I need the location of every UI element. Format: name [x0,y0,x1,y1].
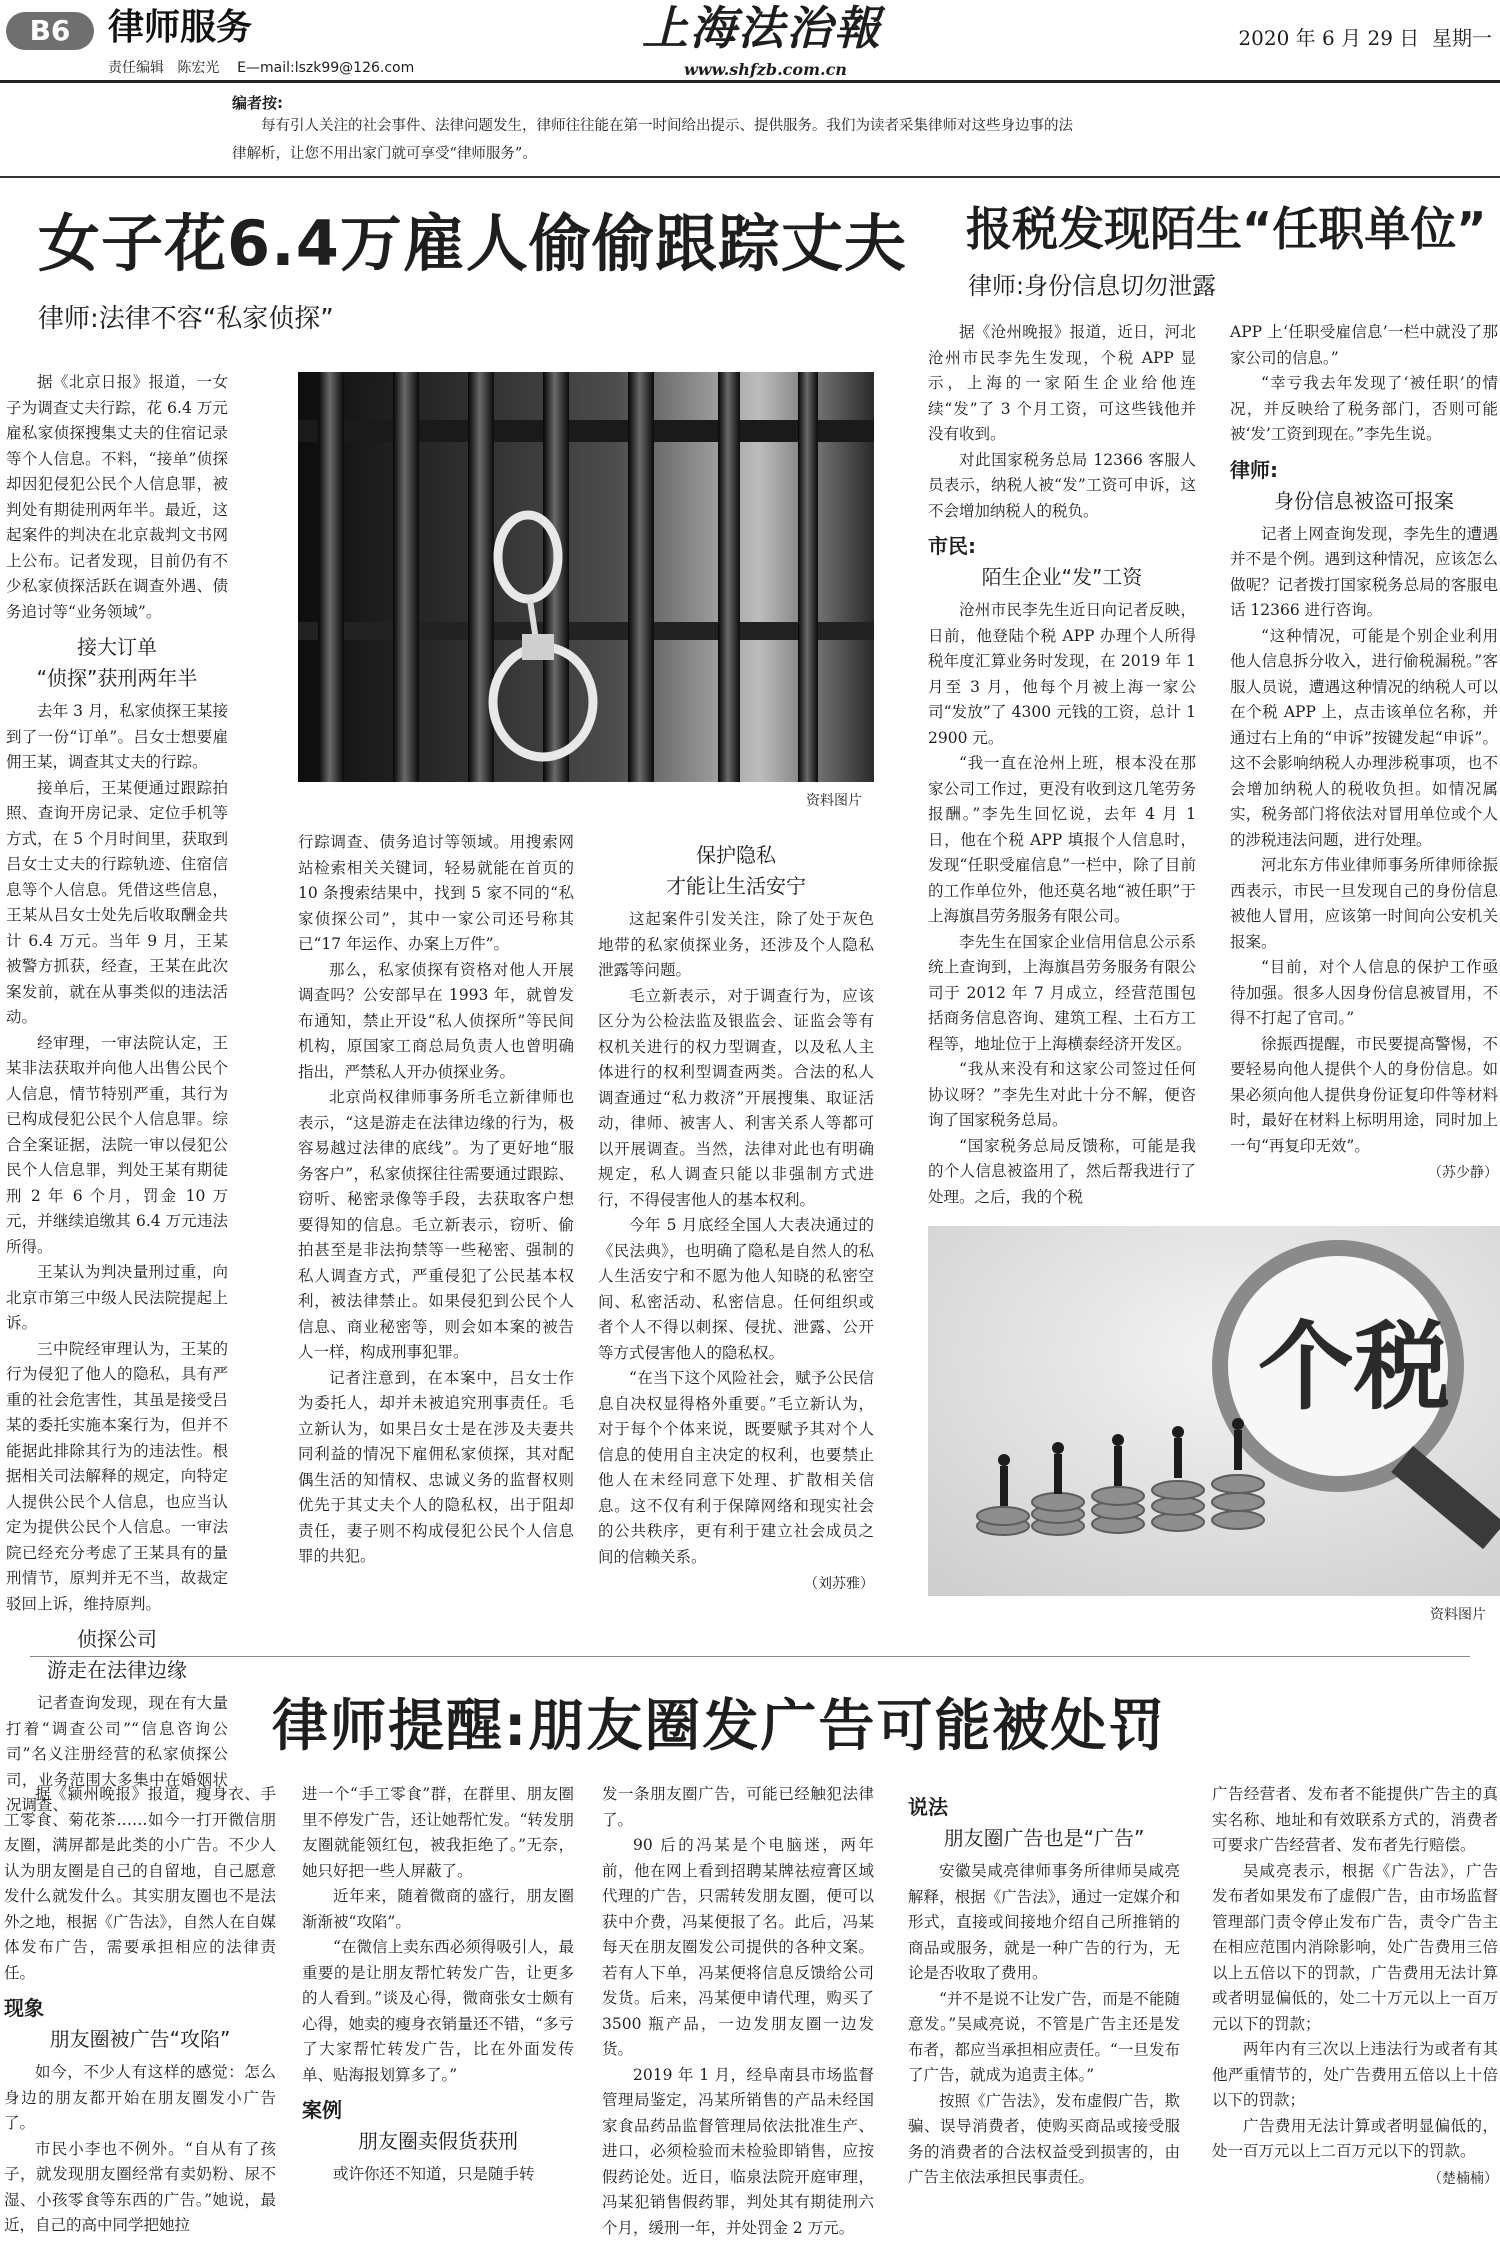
article3-col4 [908,1792,1180,2191]
subhead: 市民: 陌生企业“发”工资 [928,531,1196,593]
subhead: 案例 朋友圈卖假货获刑 [302,2095,574,2157]
paragraph: 行踪调查、债务追讨等领域。用搜索网站检索相关关键词，轻易就能在首页的 10 条搜索结果中，找到 5 家不同的“私家侦探公司”，其中一家公司还号称其已“17 年运作、办案上万件”。 [298,830,574,958]
masthead-logo: 上海法治報 [642,2,882,54]
article2-col2 [1230,320,1498,1187]
paragraph: 据《北京日报》报道，一女子为调查丈夫行踪，花 6.4 万元雇私家侦探搜集丈夫的住宿记录等个人信息。不料，“接单”侦探却因犯侵犯公民个人信息罪，被判处有期徒刑两年半。最近，这起案件的判决在北京裁判文书网上公布。记者发现，目前仍有不少私家侦探活跃在调查外遇、债务追讨等“业务领域”。 [6,370,228,625]
handcuffs-photo [298,372,874,782]
page-badge: B6 [6,12,94,50]
subhead: 说法 朋友圈广告也是“广告” [908,1792,1180,1854]
paragraph: 对此国家税务总局 12366 客服人员表示，纳税人被“发”工资可申诉，这不会增加纳税人的税负。 [928,448,1196,525]
byline: （楚楠楠） [1212,2167,1498,2193]
paragraph: 三中院经审理认为，王某的行为侵犯了他人的隐私，具有严重的社会危害性，其虽是接受吕某的委托实施本案行为，但并不能据此排除其行为的违法性。根据相关司法解释的规定，向特定人提供公民个人信息，也应当认定为提供公民个人信息。一审法院已经充分考虑了王某具有的量刑情节，原判并无不当，故裁定驳回上诉，维持原判。 [6,1337,228,1618]
website: www.shfzb.com.cn [684,60,847,79]
paragraph: 市民小李也不例外。“自从有了孩子，就发现朋友圈经常有卖奶粉、尿不湿、小孩零食等东西的广告。”她说，最近，自己的高中同学把她拉 [4,2137,276,2239]
paragraph: 经审理，一审法院认定，王某非法获取并向他人出售公民个人信息，情节特别严重，其行为已构成侵犯公民个人信息罪。综合全案证据，法院一审以侵犯公民个人信息罪，判处王某有期徒刑 2 年 6 个月，罚金 10 万元，并继续追缴其 6.4 万元违法所得。 [6,1031,228,1261]
issue-date [1238,22,1492,51]
divider-middle [30,1656,1470,1657]
paragraph: 按照《广告法》，发布虚假广告，欺骗、误导消费者，使购买商品或接受服务的消费者的合法权益受到损害的，由广告主依法承担民事责任。 [908,2089,1180,2191]
paragraph: “国家税务总局反馈称，可能是我的个人信息被盗用了，然后帮我进行了处理。之后，我的个税 [928,1134,1196,1211]
paragraph: 90 后的冯某是个电脑迷，两年前，他在网上看到招聘某牌祛痘膏区域代理的广告，只需转发朋友圈，便可以获中介费，冯某便报了名。此后，冯某每天在朋友圈发公司提供的各种文案。若有人下单，冯某便将信息反馈给公司发货。后来，冯某便申请代理，购买了 3500 瓶产品，一边发朋友圈一边发货。 [602,1833,874,2063]
paragraph: 王某认为判决量刑过重，向北京市第三中级人民法院提起上诉。 [6,1260,228,1337]
article1-col2 [298,830,574,1570]
article3-title: 律师提醒:朋友圈发广告可能被处罚 [272,1692,1166,1762]
byline: （苏少静） [1230,1161,1498,1187]
paragraph: 那么，私家侦探有资格对他人开展调查吗？公安部早在 1993 年，就曾发布通知，禁止开设“私人侦探所”等民间机构，原国家工商总局负责人也曾明确指出，严禁私人开办侦探业务。 [298,958,574,1086]
paragraph: 广告经营者、发布者不能提供广告主的真实名称、地址和有效联系方式的，消费者可要求广告经营者、发布者先行赔偿。 [1212,1782,1498,1859]
editor-email: E—mail:lszk99@126.com [237,60,414,76]
paragraph: “在当下这个风险社会，赋予公民信息自决权显得格外重要。”毛立新认为，对于每个个体来说，既要赋予其对个人信息的使用自主决定的权利，也要禁止他人在未经同意下处理、扩散相关信息。这不仅有利于保障网络和现实社会的公共秩序，更有利于建立社会成员之间的信赖关系。 [598,1366,874,1570]
paragraph: “幸亏我去年发现了‘被任职’的情况，并反映给了税务部门，否则可能被‘发’工资到现在。”李先生说。 [1230,371,1498,448]
paragraph: 近年来，随着微商的盛行，朋友圈渐渐被“攻陷”。 [302,1884,574,1935]
section-title: 律师服务 [108,6,252,50]
article3-col3 [602,1782,874,2241]
handcuffs-illustration [298,372,874,782]
subhead: 保护隐私 才能让生活安宁 [598,840,874,902]
paragraph: “目前，对个人信息的保护工作亟待加强。很多人因身份信息被冒用，不得不打起了官司。” [1230,955,1498,1032]
paragraph: “在微信上卖东西必须得吸引人，最重要的是让朋友帮忙转发广告，让更多的人看到。”谈及心得，微商张女士颇有心得，她卖的瘦身衣销量还不错，“多亏了大家帮忙转发广告，比在外面发传单、贴海报划算多了。” [302,1935,574,2088]
paragraph: 今年 5 月底经全国人大表决通过的《民法典》，也明确了隐私是自然人的私人生活安宁和不愿为他人知晓的私密空间、私密活动、私密信息。任何组织或者个人不得以刺探、侵扰、泄露、公开等方式侵害他人的隐私权。 [598,1213,874,1366]
subhead: 接大订单 “侦探”获刑两年半 [6,632,228,694]
article1-subtitle: 律师:法律不容“私家侦探” [38,302,334,336]
editor-note-text [232,112,1272,168]
paragraph: 安徽吴咸亮律师事务所律师吴咸亮解释，根据《广告法》，通过一定媒介和形式，直接或间接地介绍自己所推销的商品或服务，就是一种广告的行为，无论是否收取了费用。 [908,1859,1180,1987]
paragraph: 沧州市民李先生近日向记者反映，日前，他登陆个税 APP 办理个人所得税年度汇算业务时发现，在 2019 年 1 月至 3 月，他每个月被上海一家公司“发放”了 4300 元钱的工资，总计 12900 元。 [928,598,1196,751]
paragraph: 两年内有三次以上违法行为或者有其他严重情节的，处广告费用五倍以上十倍以下的罚款； [1212,2037,1498,2114]
paragraph: 广告费用无法计算或者明显偏低的，处一百万元以上二百万元以下的罚款。 [1212,2114,1498,2165]
article1-col1 [6,370,228,1819]
paragraph: 记者上网查询发现，李先生的遭遇并不是个例。遇到这种情况，应该怎么做呢？记者拨打国家税务总局的客服电话 12366 进行咨询。 [1230,522,1498,624]
subhead: 律师: 身份信息被盗可报案 [1230,455,1498,517]
divider-top [0,176,1500,178]
paragraph: 北京尚权律师事务所毛立新律师也表示，“这是游走在法律边缘的行为，极容易越过法律的底线”。为了更好地“服务客户”，私家侦探往往需要通过跟踪、窃听、秘密录像等手段，去获取客户想要得知的信息。毛立新表示，窃听、偷拍甚至是非法拘禁等一些秘密、强制的私人调查方式，严重侵犯了公民基本权利，被法律禁止。如果侵犯到公民个人信息、商业秘密等，则会如本案的被告人一样，构成刑事犯罪。 [298,1085,574,1366]
paragraph: “并不是说不让发广告，而是不能随意发。”吴咸亮说，不管是广告主还是发布者，都应当承担相应责任。“一旦发布了广告，就成为追责主体。” [908,1987,1180,2089]
article2-title: 报税发现陌生“任职单位” [966,200,1486,258]
paragraph: 去年 3 月，私家侦探王某接到了一份“订单”。吕女士想要雇佣王某，调查其丈夫的行踪。 [6,699,228,776]
paragraph: 毛立新表示，对于调查行为，应该区分为公检法监及银监会、证监会等有权机关进行的权力型调查，以及私人主体进行的权利型调查两类。合法的私人调查通过“私力救济”开展搜集、取证活动，律师、被害人、利害关系人等都可以开展调查。当然，法律对此也有明确规定，私人调查只能以非强制方式进行，不得侵害他人的基本权利。 [598,984,874,1214]
article2-subtitle: 律师:身份信息切勿泄露 [968,270,1216,302]
paragraph: 2019 年 1 月，经阜南县市场监督管理局鉴定，冯某所销售的产品未经国家食品药品监督管理局依法批准生产、进口，必须检验而未检验即销售，应按假药论处。近日，临泉法院开庭审理，冯某犯销售假药罪，判处其有期徒刑六个月，缓刑一年，并处罚金 2 万元。 [602,2063,874,2241]
article3-col1 [4,1782,276,2239]
paragraph: “这种情况，可能是个别企业利用他人信息拆分收入，进行偷税漏税。”客服人员说，遭遇这种情况的纳税人可以在个税 APP 上，点击该单位名称，并通过右上角的“申诉”按键发起“申诉”。这不会影响纳税人办理涉税事项，也不会增加纳税人的税收负担。如情况属实，税务部门将依法对冒用单位或个人的涉税违法问题，进行处理。 [1230,624,1498,854]
article3-col5 [1212,1782,1498,2192]
paragraph: 河北东方伟业律师事务所律师徐振西表示，市民一旦发现自己的身份信息被他人冒用，应该第一时间向公安机关报案。 [1230,853,1498,955]
paragraph: 如今，不少人有这样的感觉：怎么身边的朋友都开始在朋友圈发小广告了。 [4,2060,276,2137]
subhead: 侦探公司 游走在法律边缘 [6,1624,228,1686]
paragraph: 发一条朋友圈广告，可能已经触犯法律了。 [602,1782,874,1833]
tax-photo-label: 个税 [1258,1312,1450,1422]
article1-col3 [598,840,874,1598]
editor-name: 陈宏光 [177,60,219,76]
article2-col1 [928,320,1196,1210]
article1-title: 女子花6.4万雇人偷偷跟踪丈夫 [38,206,907,282]
paragraph: 吴咸亮表示，根据《广告法》，广告发布者如果发布了虚假广告，由市场监督管理部门责令停止发布广告，责令广告主在相应范围内消除影响，处广告费用三倍以上五倍以下的罚款，广告费用无法计算或者明显偏低的，处二十万元以上一百万元以下的罚款； [1212,1859,1498,2038]
paragraph: “我一直在沧州上班，根本没在那家公司工作过，更没有收到这几笔劳务报酬。”李先生回忆说，去年 4 月 1 日，他在个税 APP 填报个人信息时，发现“任职受雇信息”一栏中，除了目前的工作单位外，他还莫名地“被任职”于上海旗昌劳务服务有限公司。 [928,751,1196,930]
editor-note-line2: 律解析，让您不用出家门就可享受“律师服务”。 [232,140,1272,168]
paragraph: “我从来没有和这家公司签过任何协议呀？”李先生对此十分不解，便咨询了国家税务总局。 [928,1057,1196,1134]
paragraph: 据《沧州晚报》报道，近日，河北沧州市民李先生发现，个税 APP 显示，上海的一家陌生企业给他连续“发”了 3 个月工资，可这些钱他并没有收到。 [928,320,1196,448]
editor-note-line1: 每有引人关注的社会事件、法律问题发生，律师往往能在第一时间给出提示、提供服务。我们为读者采集律师对这些身边事的法 [232,112,1272,140]
subhead: 现象 朋友圈被广告“攻陷” [4,1993,276,2055]
editor-line [108,57,414,77]
article2-photo-credit: 资料图片 [1430,1604,1486,1624]
date: 2020 年 6 月 29 日 [1238,26,1419,50]
article3-col2 [302,1782,574,2188]
paragraph: APP 上‘任职受雇信息’一栏中就没了那家公司的信息。” [1230,320,1498,371]
tax-photo [928,1226,1500,1596]
paragraph: 或许你还不知道，只是随手转 [302,2162,574,2188]
byline: （刘苏雅） [598,1572,874,1598]
weekday: 星期一 [1432,26,1492,50]
editor-label: 责任编辑 [108,60,164,76]
paragraph: 据《颍州晚报》报道，瘦身衣、手工零食、菊花茶……如今一打开微信朋友圈，满屏都是此类的小广告。不少人认为朋友圈是自己的自留地，自己愿意发什么就发什么。其实朋友圈也不是法外之地，根据《广告法》，自然人在自媒体发布广告，需要承担相应的法律责任。 [4,1782,276,1986]
article1-photo-credit: 资料图片 [806,790,862,810]
paragraph: 李先生在国家企业信用信息公示系统上查询到，上海旗昌劳务服务有限公司于 2012 年 7 月成立，经营范围包括商务信息咨询、建筑工程、土石方工程等，地址位于上海横泰经济开发区。 [928,930,1196,1058]
paragraph: 进一个“手工零食”群，在群里、朋友圈里不停发广告，还让她帮忙发。“转发朋友圈就能领红包，被我拒绝了。”无奈，她只好把一些人屏蔽了。 [302,1782,574,1884]
paragraph: 记者注意到，在本案中，吕女士作为委托人，却并未被追究刑事责任。毛立新认为，如果吕女士是在涉及夫妻共同利益的情况下雇佣私家侦探，其对配偶生活的知情权、忠诚义务的监督权则优先于其丈夫个人的隐私权，出于阻却责任，妻子则不构成侵犯公民个人信息罪的共犯。 [298,1366,574,1570]
paragraph: 这起案件引发关注，除了处于灰色地带的私家侦探业务，还涉及个人隐私泄露等问题。 [598,907,874,984]
paragraph: 记者查询发现，现在有大量打着“调查公司”“信息咨询公司”名义注册经营的私家侦探公司，业务范围大多集中在婚姻状况调查、 [6,1691,228,1819]
editor-note-label: 编者按: [232,92,283,113]
paragraph: 徐振西提醒，市民要提高警惕，不要轻易向他人提供个人的身份信息。如果必须向他人提供身份证复印件等材料时，最好在材料上标明用途，同时加上一句“再复印无效”。 [1230,1032,1498,1160]
header-rule [0,80,1500,83]
paragraph: 接单后，王某便通过跟踪拍照、查询开房记录、定位手机等方式，在 5 个月时间里，获取到吕女士丈夫的行踪轨迹、住宿信息等个人信息。凭借这些信息，王某从吕女士处先后收取酬金共计 6.4 万元。当年 9 月，王某被警方抓获，经查，王某在此次案发前，就在从事类似的违法活动。 [6,776,228,1031]
